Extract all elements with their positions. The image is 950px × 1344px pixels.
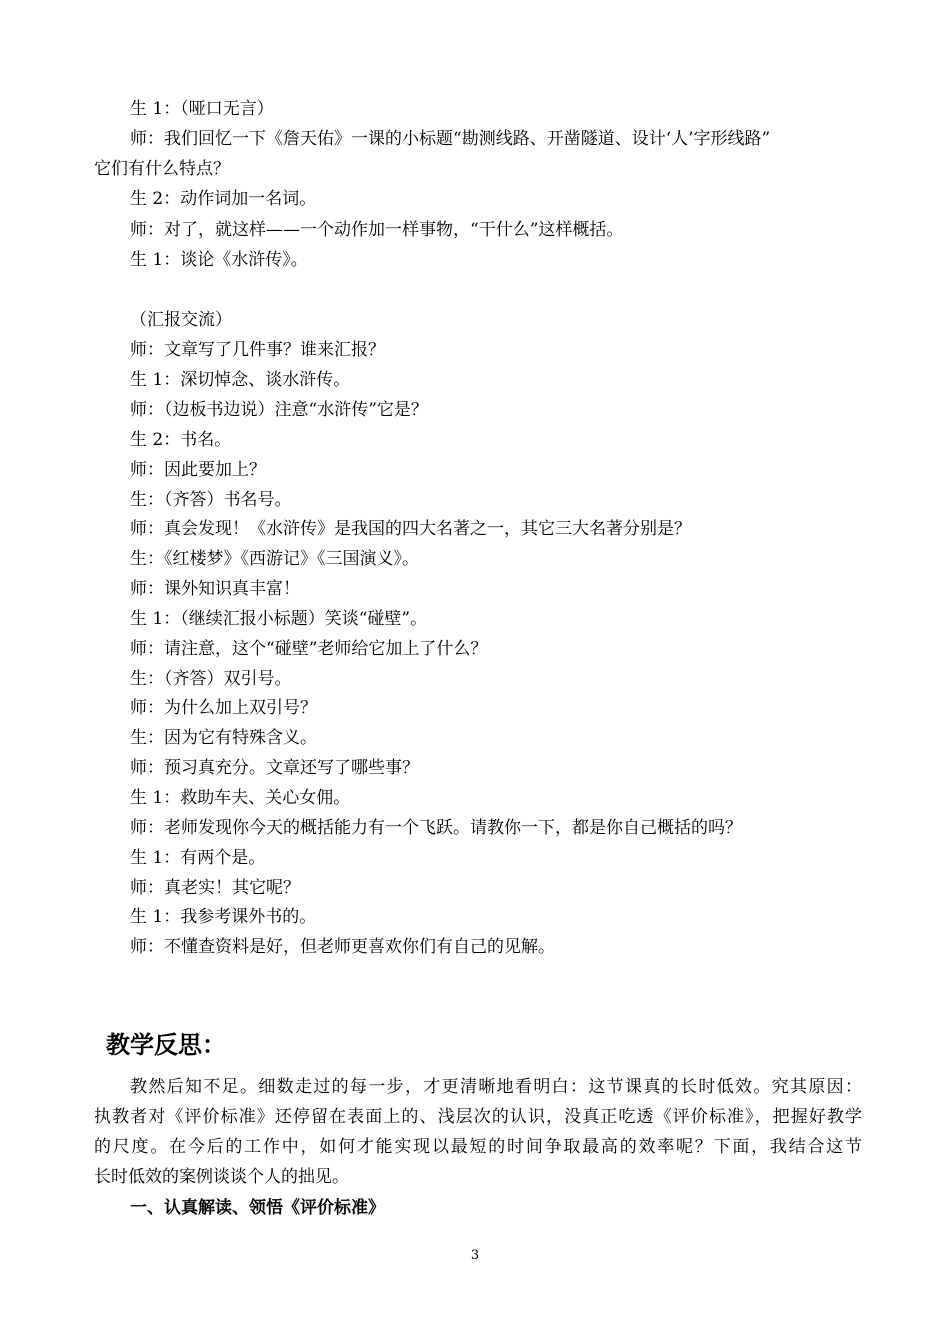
dialogue-line: 生 1：救助车夫、关心女佣。 [130, 788, 351, 808]
dialogue-line: 师：对了，就这样——一个动作加一样事物，“干什么”这样概括。 [130, 220, 624, 240]
dialogue-line: 师：请注意，这个“碰壁”老师给它加上了什么？ [130, 639, 488, 659]
dialogue-line: 生：因为它有特殊含义。 [130, 728, 317, 748]
dialogue-line: 生 1：谈论《水浒传》。 [130, 250, 308, 270]
dialogue-line: 生 1：深切悼念、谈水浒传。 [130, 370, 351, 390]
reflection-subheading: 一、认真解读、领悟《评价标准》 [130, 1198, 385, 1218]
dialogue-line: 生 1：我参考课外书的。 [130, 907, 317, 927]
reflection-line: 执教者对《评价标准》还停留在表面上的、浅层次的认识，没真正吃透《评价标准》，把握好教学 [94, 1107, 862, 1127]
dialogue-line: 生：（齐答）双引号。 [130, 669, 292, 689]
dialogue-line: 师：文章写了几件事？谁来汇报？ [130, 340, 385, 360]
page-number: 3 [470, 1248, 480, 1263]
dialogue-line: 师：因此要加上？ [130, 460, 266, 480]
dialogue-line: 师：真会发现！《水浒传》是我国的四大名著之一，其它三大名著分别是？ [130, 519, 691, 539]
reflection-line: 的尺度。在今后的工作中，如何才能实现以最短的时间争取最高的效率呢？下面，我结合这节 [94, 1137, 862, 1157]
reflection-line: 教然后知不足。细数走过的每一步，才更清晰地看明白：这节课真的长时低效。究其原因： [130, 1077, 862, 1097]
dialogue-line: 生：（齐答）书名号。 [130, 490, 292, 510]
dialogue-line-continuation: 它们有什么特点？ [94, 159, 230, 179]
dialogue-line: 生：《红楼梦》《西游记》《三国演义》。 [130, 549, 419, 569]
dialogue-line: 师：预习真充分。文章还写了哪些事？ [130, 758, 419, 778]
dialogue-line: 师：课外知识真丰富！ [130, 579, 300, 599]
report-heading: （汇报交流） [130, 310, 232, 330]
dialogue-line: 生 1：有两个是。 [130, 848, 266, 868]
reflection-title: 教学反思： [106, 1031, 226, 1059]
dialogue-line: 生 1：（哑口无言） [130, 99, 274, 119]
dialogue-line: 师：为什么加上双引号？ [130, 698, 317, 718]
dialogue-line: 生 1：（继续汇报小标题）笑谈“碰壁”。 [130, 609, 428, 629]
dialogue-line: 生 2：动作词加一名词。 [130, 189, 317, 209]
dialogue-line: 师：真老实！其它呢？ [130, 878, 300, 898]
dialogue-line: 师：老师发现你今天的概括能力有一个飞跃。请教你一下，都是你自己概括的吗？ [130, 818, 742, 838]
reflection-line: 长时低效的案例谈谈个人的拙见。 [94, 1167, 349, 1187]
dialogue-line: 生 2：书名。 [130, 430, 232, 450]
dialogue-line: 师：（边板书边说）注意“水浒传”它是？ [130, 400, 428, 420]
dialogue-line: 师：我们回忆一下《詹天佑》一课的小标题“勘测线路、开凿隧道、设计‘人’字形线路” [130, 129, 771, 149]
dialogue-line: 师：不懂查资料是好，但老师更喜欢你们有自己的见解。 [130, 937, 555, 957]
